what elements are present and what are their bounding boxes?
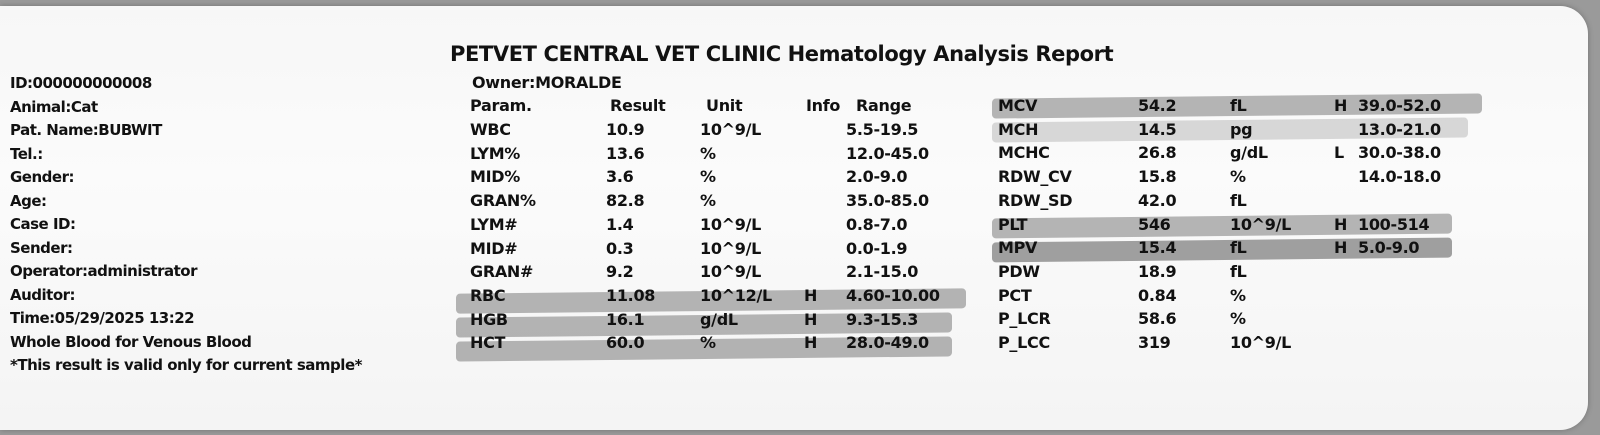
patient-sender: Sender:	[10, 238, 73, 257]
table-row	[470, 331, 990, 355]
cell-unit: g/dL	[700, 309, 738, 329]
header-param: Param.	[470, 96, 532, 115]
table-row	[998, 331, 1518, 355]
cell-info: H	[804, 333, 818, 353]
cell-range: 39.0-52.0	[1358, 96, 1441, 115]
table-row	[998, 118, 1518, 142]
cell-result: 0.3	[606, 238, 634, 258]
cell-result: 16.1	[606, 309, 645, 329]
owner-name: Owner:MORALDE	[472, 73, 622, 92]
cell-unit: 10^9/L	[700, 120, 762, 139]
sample-type: Whole Blood for Venous Blood	[10, 332, 252, 351]
table-row	[470, 118, 990, 142]
cell-result: 10.9	[606, 120, 645, 139]
table-row	[470, 308, 990, 332]
cell-param: MID#	[470, 238, 518, 258]
cell-range: 4.60-10.00	[846, 285, 940, 305]
cell-result: 60.0	[606, 333, 645, 353]
table-row	[998, 260, 1518, 284]
table-row	[470, 142, 990, 166]
header-range: Range	[856, 96, 912, 115]
patient-age: Age:	[10, 191, 47, 210]
table-row	[470, 237, 990, 261]
table-row	[998, 307, 1518, 331]
cell-range: 2.0-9.0	[846, 167, 908, 187]
cell-info: L	[1334, 143, 1344, 163]
header-info: Info	[806, 96, 841, 115]
cell-result: 3.6	[606, 167, 634, 187]
cell-param: MPV	[998, 238, 1038, 258]
cell-param: P_LCR	[998, 309, 1051, 329]
cell-info: H	[804, 309, 818, 329]
cell-unit: %	[700, 143, 716, 163]
cell-info: H	[1334, 214, 1348, 234]
cell-unit: 10^9/L	[700, 214, 762, 234]
cell-range: 12.0-45.0	[846, 143, 929, 163]
cell-result: 26.8	[1138, 143, 1177, 163]
cell-unit: %	[1230, 167, 1246, 187]
cell-unit: 10^9/L	[700, 238, 762, 258]
cell-param: MCH	[998, 119, 1039, 139]
cell-unit: fL	[1230, 190, 1247, 210]
cell-result: 42.0	[1138, 190, 1177, 210]
patient-case-id: Case ID:	[10, 215, 76, 233]
cell-unit: 10^9/L	[1230, 333, 1292, 352]
cell-param: GRAN%	[470, 191, 536, 211]
cell-param: HCT	[470, 333, 506, 353]
cell-result: 11.08	[606, 285, 656, 305]
cell-param: HGB	[470, 309, 508, 329]
table-row	[998, 94, 1518, 118]
table-row	[998, 236, 1518, 260]
patient-name: Pat. Name:BUBWIT	[10, 121, 162, 139]
report-paper	[0, 6, 1588, 430]
cell-param: PCT	[998, 285, 1032, 305]
cell-range: 28.0-49.0	[846, 333, 929, 353]
cell-range: 14.0-18.0	[1358, 167, 1441, 187]
cell-param: MID%	[470, 167, 520, 187]
table-row	[998, 213, 1518, 237]
patient-gender: Gender:	[10, 168, 74, 186]
cell-param: MCV	[998, 96, 1038, 115]
cell-param: LYM%	[470, 143, 521, 163]
header-unit: Unit	[706, 96, 743, 115]
cell-param: MCHC	[998, 143, 1050, 163]
cell-info: H	[1334, 96, 1348, 115]
patient-time: Time:05/29/2025 13:22	[10, 309, 195, 327]
cell-unit: 10^9/L	[1230, 214, 1292, 234]
cell-unit: fL	[1230, 261, 1247, 281]
cell-result: 1.4	[606, 214, 634, 234]
cell-range: 35.0-85.0	[846, 191, 929, 211]
table-row	[470, 189, 990, 213]
cell-info: H	[804, 285, 818, 305]
patient-tel: Tel.:	[10, 144, 43, 163]
cell-result: 13.6	[606, 143, 645, 163]
cell-result: 82.8	[606, 191, 645, 211]
cell-unit: pg	[1230, 119, 1253, 139]
cell-result: 15.4	[1138, 238, 1177, 258]
validity-note: *This result is valid only for current sample*	[10, 356, 362, 374]
patient-animal: Animal:Cat	[10, 97, 98, 116]
table-row	[998, 165, 1518, 189]
cell-range: 9.3-15.3	[846, 309, 919, 329]
cell-info: H	[1334, 238, 1348, 258]
cell-unit: %	[1230, 309, 1246, 329]
table-header	[470, 94, 990, 118]
cell-param: WBC	[470, 120, 511, 139]
cell-unit: %	[1230, 285, 1246, 305]
cell-param: RDW_SD	[998, 190, 1073, 210]
cell-range: 5.5-19.5	[846, 120, 919, 139]
cell-unit: fL	[1230, 96, 1247, 115]
cell-result: 0.84	[1138, 285, 1177, 305]
cell-result: 18.9	[1138, 261, 1177, 281]
table-row	[998, 189, 1518, 213]
cell-result: 319	[1138, 333, 1171, 352]
cell-unit: 10^9/L	[700, 262, 762, 282]
cell-result: 58.6	[1138, 309, 1177, 329]
cell-unit: %	[700, 333, 716, 353]
header-result: Result	[610, 96, 666, 115]
cell-range: 0.8-7.0	[846, 214, 908, 234]
cell-param: RDW_CV	[998, 167, 1072, 187]
cell-range: 0.0-1.9	[846, 238, 908, 258]
table-row	[470, 213, 990, 237]
cell-range: 100-514	[1358, 214, 1430, 234]
cell-result: 14.5	[1138, 119, 1177, 139]
report-title: PETVET CENTRAL VET CLINIC Hematology Analysis Report	[450, 42, 1114, 66]
table-row	[470, 284, 990, 308]
cell-range: 13.0-21.0	[1358, 119, 1441, 139]
cell-result: 546	[1138, 214, 1171, 234]
cell-param: GRAN#	[470, 262, 534, 282]
cell-result: 9.2	[606, 262, 634, 282]
cell-result: 54.2	[1138, 96, 1177, 115]
patient-operator: Operator:administrator	[10, 262, 197, 280]
cell-param: PDW	[998, 261, 1040, 281]
cell-range: 30.0-38.0	[1358, 143, 1441, 163]
cell-unit: 10^12/L	[700, 285, 772, 305]
table-row	[998, 284, 1518, 308]
patient-info	[10, 72, 362, 378]
cell-param: PLT	[998, 214, 1028, 234]
patient-auditor: Auditor:	[10, 285, 76, 304]
cell-result: 15.8	[1138, 167, 1177, 187]
patient-id: ID:000000000008	[10, 74, 152, 92]
cell-param: RBC	[470, 285, 506, 305]
cell-param: LYM#	[470, 214, 518, 234]
table-row	[998, 141, 1518, 165]
table-row	[470, 165, 990, 189]
cell-unit: fL	[1230, 238, 1247, 258]
cell-range: 5.0-9.0	[1358, 238, 1420, 258]
cell-unit: %	[700, 191, 716, 211]
table-row	[470, 260, 990, 284]
cell-unit: g/dL	[1230, 143, 1268, 163]
cell-unit: %	[700, 167, 716, 187]
cell-param: P_LCC	[998, 333, 1050, 352]
cell-range: 2.1-15.0	[846, 262, 919, 282]
